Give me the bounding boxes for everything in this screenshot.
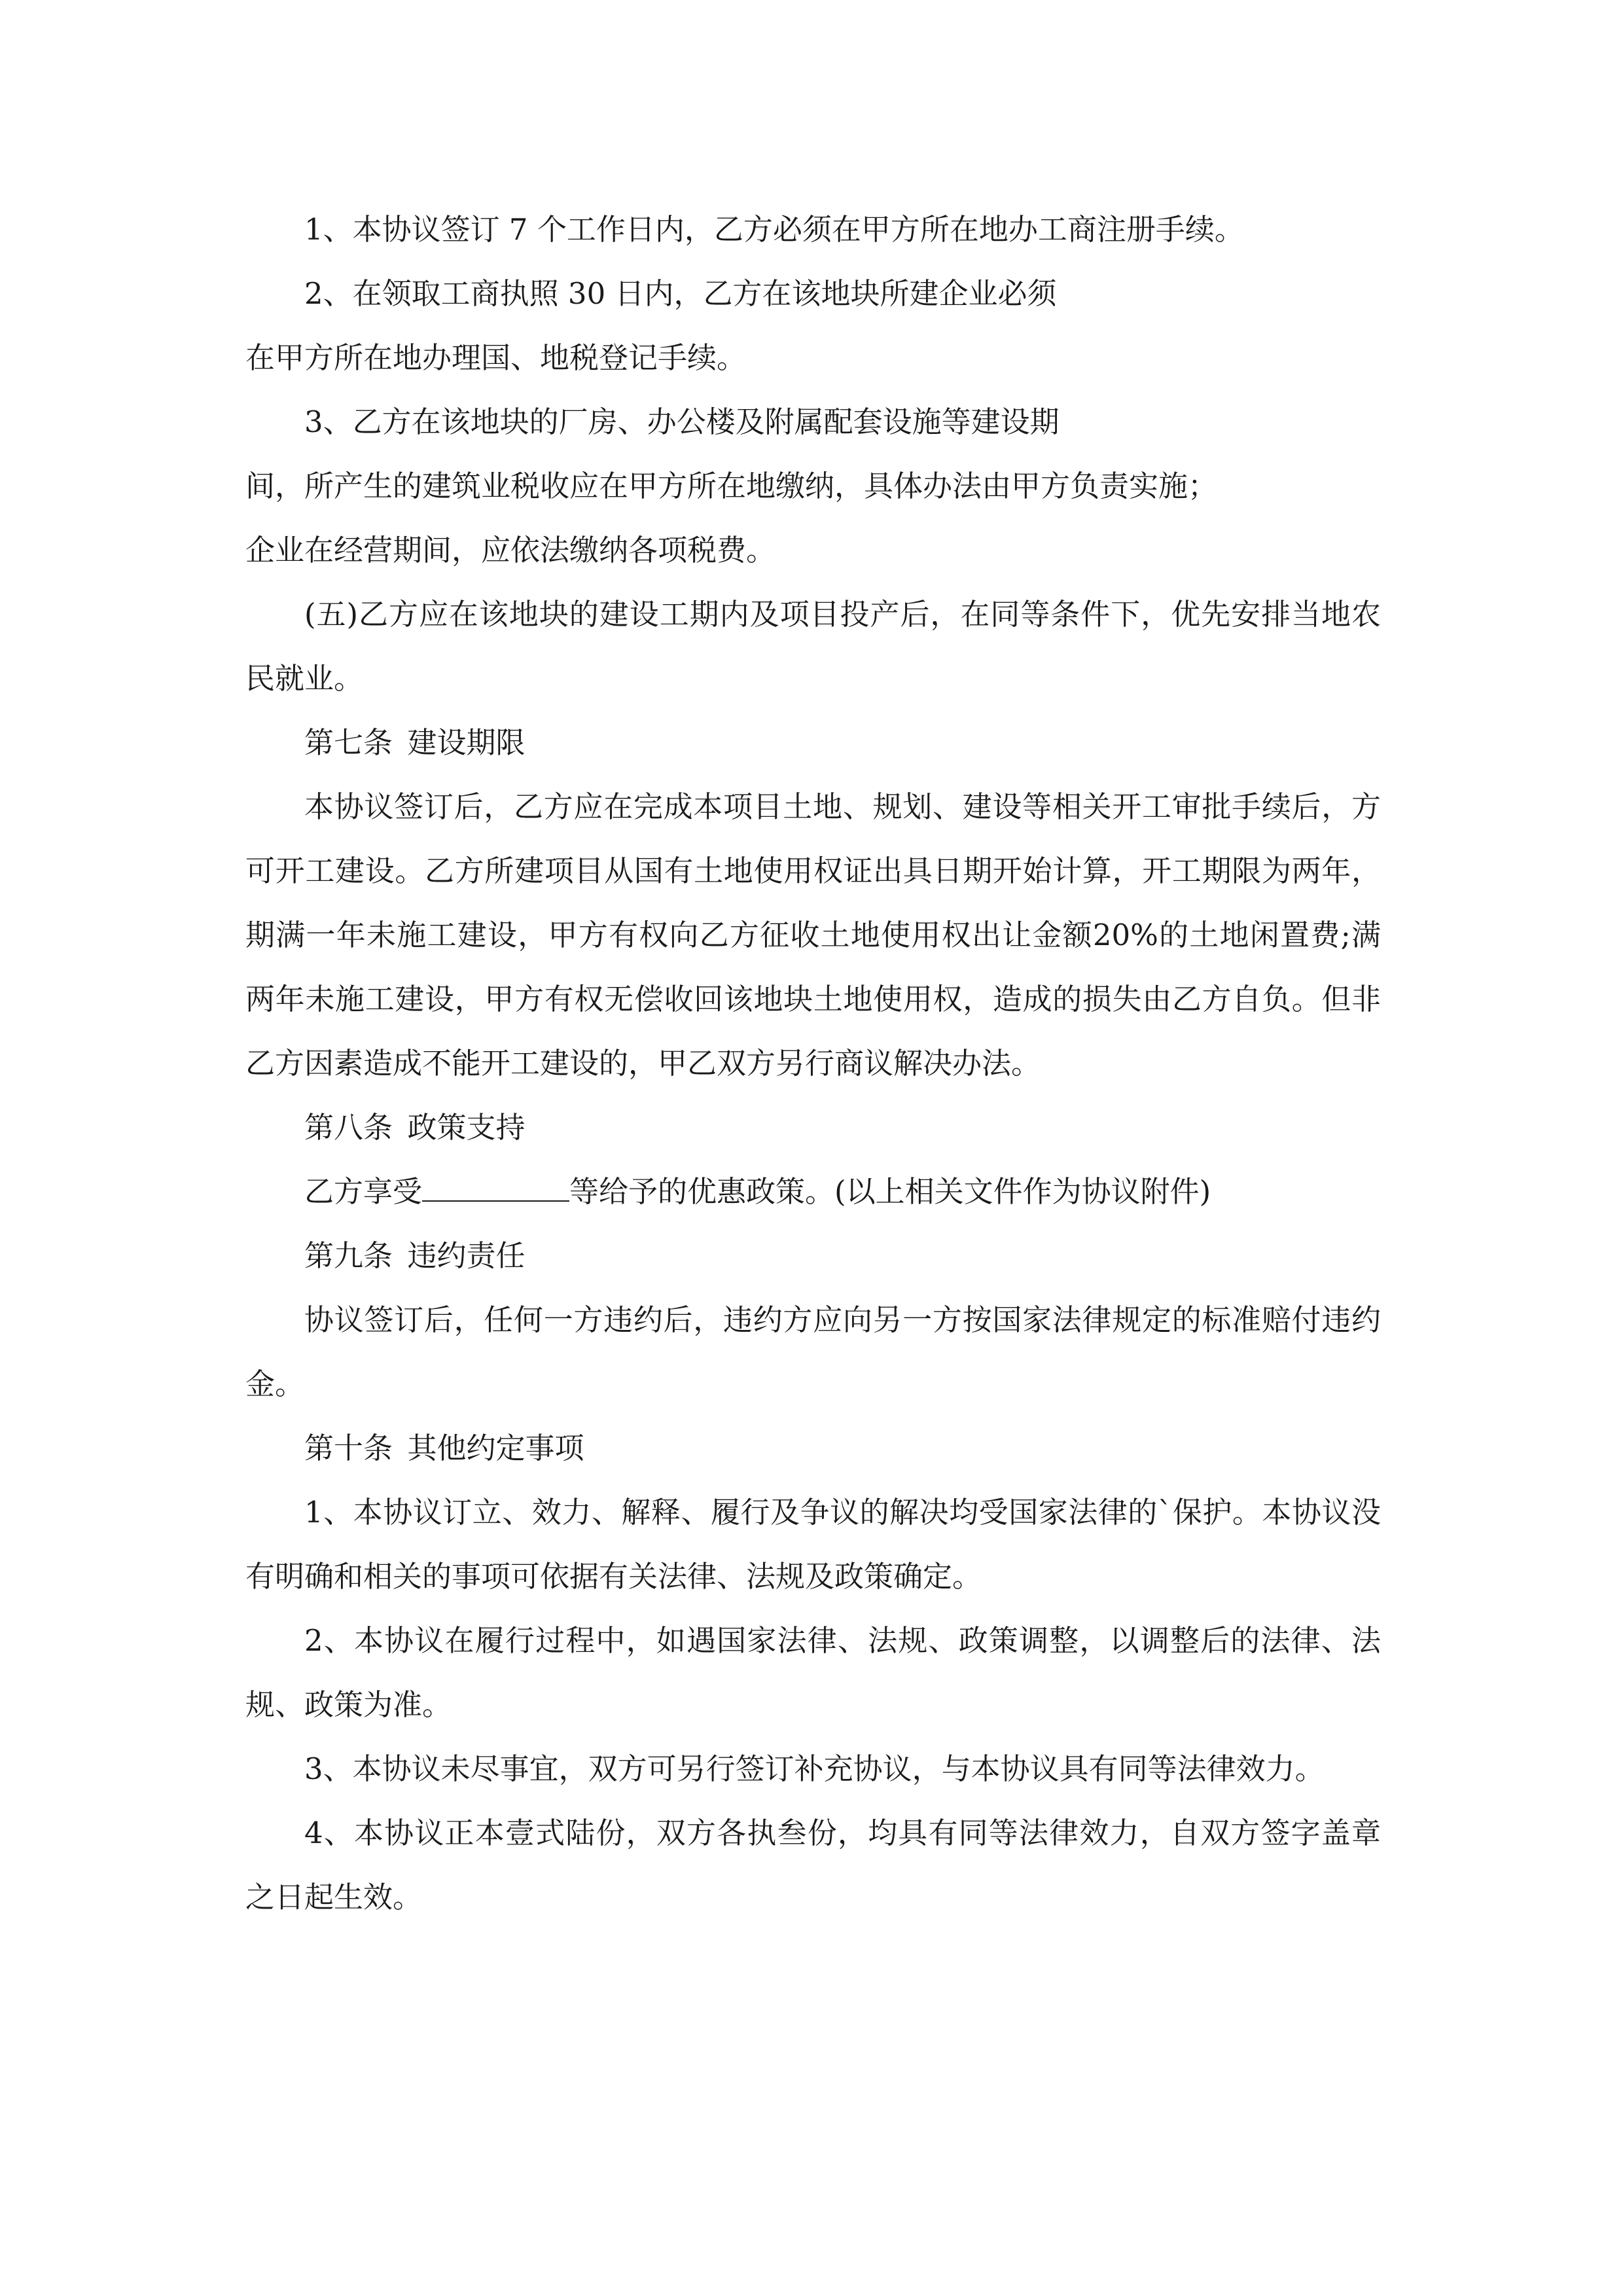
clause-five: (五)乙方应在该地块的建设工期内及项目投产后，在同等条件下，优先安排当地农民就业。 [245,597,1381,696]
article-9-number: 第九条 [304,1238,393,1273]
clause-3-cont-b: 企业在经营期间，应依法缴纳各项税费。 [245,533,776,567]
article-8-body [245,1160,1381,1224]
clause-2: 2、在领取工商执照 30 日内，乙方在该地块所建企业必须 [304,276,1057,311]
article-10-item-1: 1、本协议订立、效力、解释、履行及争议的解决均受国家法律的`保护。本协议没有明确和相关的事项可依据有关法律、法规及政策确定。 [245,1495,1381,1594]
document-body [245,198,1381,1929]
article-8-title: 政策支持 [407,1110,526,1145]
article-8-body-pre: 乙方享受 [304,1174,423,1209]
fill-in-blank [422,1174,569,1202]
article-9-title: 违约责任 [407,1238,526,1273]
article-7-title: 建设期限 [407,725,526,760]
article-7-number: 第七条 [304,725,393,760]
article-9-heading [245,1224,1381,1288]
article-10-item-3: 3、本协议未尽事宜，双方可另行签订补充协议，与本协议具有同等法律效力。 [304,1751,1325,1786]
article-7-body: 本协议签订后，乙方应在完成本项目土地、规划、建设等相关开工审批手续后，方可开工建设。乙方所建项目从国有土地使用权证出具日期开始计算，开工期限为两年，期满一年未施工建设，甲方有权向乙方征收土地使用权出让金额20%的土地闲置费;满两年未施工建设，甲方有权无偿收回该地块土地使用权，造成的损失由乙方自负。但非乙方因素造成不能开工建设的，甲乙双方另行商议解决办法。 [245,789,1381,1081]
clause-2-cont: 在甲方所在地办理国、地税登记手续。 [245,340,747,375]
clause-3: 3、乙方在该地块的厂房、办公楼及附属配套设施等建设期 [304,404,1060,439]
article-8-body-post: 等给予的优惠政策。(以上相关文件作为协议附件) [569,1174,1211,1209]
article-7-heading [245,711,1381,775]
article-10-title: 其他约定事项 [407,1431,584,1465]
article-10-number: 第十条 [304,1431,393,1465]
article-10-item-2: 2、本协议在履行过程中，如遇国家法律、法规、政策调整，以调整后的法律、法规、政策为准。 [245,1623,1381,1722]
article-9-body: 协议签订后，任何一方违约后，违约方应向另一方按国家法律规定的标准赔付违约金。 [245,1302,1381,1401]
clause-1: 1、本协议签订 7 个工作日内，乙方必须在甲方所在地办工商注册手续。 [304,212,1244,247]
clause-3-cont-a: 间，所产生的建筑业税收应在甲方所在地缴纳，具体办法由甲方负责实施； [245,469,1218,503]
article-8-number: 第八条 [304,1110,393,1145]
article-10-item-4: 4、本协议正本壹式陆份，双方各执叁份，均具有同等法律效力，自双方签字盖章之日起生效。 [245,1816,1381,1914]
article-10-heading [245,1416,1381,1480]
article-8-heading [245,1096,1381,1160]
